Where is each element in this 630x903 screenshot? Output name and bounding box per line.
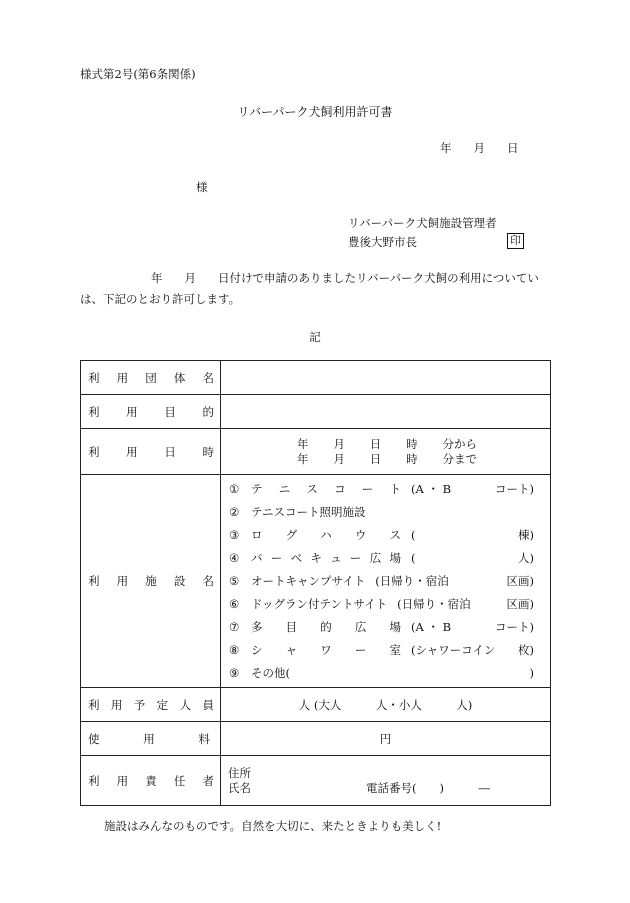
- datetime-unit: 月: [333, 436, 345, 451]
- label-char: 利: [88, 773, 100, 788]
- day-label: 日: [507, 141, 519, 155]
- datetime-field[interactable]: [221, 429, 551, 475]
- facility-name: [251, 619, 401, 635]
- body-text: 日付けで申請のありましたリバーパーク犬飼の利用についてい: [218, 271, 539, 285]
- facility-number: ⑥: [229, 597, 240, 611]
- facility-number: ②: [229, 505, 240, 519]
- form-number: 様式第2号(第6条関係): [80, 67, 196, 81]
- facility-name-char: 的: [320, 620, 332, 634]
- body-line-1: [151, 270, 539, 286]
- row-facilities: [81, 475, 551, 688]
- facility-item[interactable]: [229, 547, 534, 570]
- facility-name-char: 室: [389, 643, 401, 657]
- facility-number: ④: [229, 551, 240, 565]
- label-char: 団: [145, 370, 157, 385]
- facility-name: [251, 527, 401, 543]
- facility-name: [251, 550, 401, 566]
- facilities-list: [221, 475, 551, 688]
- facility-detail: (日帰り・宿泊: [397, 597, 471, 611]
- row-purpose: [81, 395, 551, 429]
- facility-end: 人): [518, 551, 534, 565]
- label-fee: [88, 731, 214, 747]
- facility-name-char: 目: [285, 620, 298, 634]
- facility-item[interactable]: [229, 616, 534, 639]
- facility-item[interactable]: [229, 662, 534, 685]
- body-month: 月: [184, 271, 196, 285]
- label-people: [88, 697, 214, 713]
- facility-detail: (日帰り・宿泊: [375, 574, 449, 588]
- facility-detail: (: [411, 528, 416, 542]
- facility-name-char: 場: [389, 620, 401, 634]
- label-char: 的: [202, 404, 214, 419]
- facility-end: コート): [495, 482, 534, 496]
- facility-item[interactable]: [229, 524, 534, 547]
- label-group-name: [88, 370, 214, 386]
- facility-detail: (A ・ B: [411, 482, 452, 496]
- purpose-field[interactable]: [221, 395, 551, 429]
- label-facilities: [88, 573, 214, 589]
- row-people: [81, 688, 551, 722]
- label-char: 料: [198, 731, 210, 746]
- phone-label: 電話番号( ) ―: [366, 780, 490, 795]
- label-char: 利: [88, 370, 100, 385]
- issuer-org: リバーパーク犬飼施設管理者: [348, 216, 497, 230]
- facility-name-char: ー: [361, 482, 374, 496]
- label-char: 者: [202, 773, 214, 788]
- group-name-field[interactable]: [221, 361, 551, 395]
- label-char: 定: [156, 697, 169, 712]
- label-char: 用: [116, 370, 129, 385]
- facility-name: ドッグラン付テントサイト: [251, 597, 388, 611]
- label-char: 用: [116, 574, 129, 588]
- facility-name-char: グ: [285, 528, 298, 542]
- facility-end: コート): [495, 620, 534, 634]
- facility-end: ): [529, 666, 534, 680]
- facility-name: オートキャンプサイト: [251, 574, 366, 588]
- facility-end: 区画): [506, 597, 534, 611]
- facility-name-char: キ: [310, 551, 322, 565]
- application-table: [80, 360, 551, 806]
- seal-mark: 印: [507, 233, 524, 249]
- responsible-field[interactable]: [221, 756, 551, 806]
- facility-name: その他(: [251, 666, 290, 680]
- facility-number: ⑨: [229, 666, 240, 680]
- facility-detail: (シャワーコイン: [411, 643, 496, 657]
- label-char: 日: [164, 444, 176, 459]
- label-char: 利: [88, 697, 100, 712]
- label-char: 予: [133, 697, 146, 712]
- label-char: 用: [126, 444, 138, 459]
- facility-name-char: コ: [334, 482, 346, 496]
- label-char: 用: [143, 731, 155, 746]
- label-char: 目: [164, 404, 176, 419]
- fee-field[interactable]: 円: [221, 722, 551, 756]
- facility-number: ⑤: [229, 574, 240, 588]
- label-char: 施: [145, 574, 157, 588]
- year-label: 年: [440, 141, 452, 155]
- row-group-name: [81, 361, 551, 395]
- issuer-name: 豊後大野市長: [348, 235, 417, 249]
- facility-name: [251, 642, 401, 658]
- facility-name: テニスコート照明施設: [251, 505, 366, 519]
- datetime-unit: 年: [297, 451, 309, 466]
- datetime-unit: 月: [333, 451, 345, 466]
- facility-number: ③: [229, 528, 240, 542]
- document-title: リバーパーク犬飼利用許可書: [237, 105, 393, 119]
- label-char: 責: [145, 773, 157, 788]
- facility-name-char: ャ: [285, 643, 298, 657]
- facility-name: [251, 481, 401, 497]
- facility-name-char: ベ: [290, 551, 303, 565]
- facility-item[interactable]: [229, 639, 534, 662]
- facility-number: ⑧: [229, 643, 240, 657]
- facility-item[interactable]: [229, 570, 534, 593]
- ki-heading: 記: [309, 330, 321, 344]
- row-fee: [81, 722, 551, 756]
- facility-number: ⑦: [229, 620, 240, 634]
- datetime-from: [297, 437, 477, 452]
- label-char: 名: [202, 574, 214, 588]
- label-char: 任: [173, 773, 186, 788]
- facility-name-char: 広: [354, 620, 367, 634]
- label-purpose: [88, 404, 214, 420]
- facility-name-char: テ: [251, 482, 263, 496]
- facility-end: 区画): [506, 574, 534, 588]
- datetime-unit: 分まで: [442, 451, 477, 466]
- facility-item[interactable]: [229, 478, 534, 501]
- label-char: 用: [116, 773, 129, 788]
- label-char: 員: [202, 697, 214, 712]
- label-char: 用: [126, 404, 138, 419]
- datetime-unit: 日: [369, 436, 382, 451]
- name-label: 氏名: [228, 780, 251, 795]
- label-char: 時: [202, 444, 214, 459]
- label-char: 利: [88, 574, 100, 588]
- facility-name-char: ス: [389, 528, 401, 542]
- datetime-unit: 分から: [442, 436, 477, 451]
- addressee-suffix: 様: [196, 180, 208, 194]
- month-label: 月: [473, 141, 485, 155]
- datetime-to: [297, 452, 477, 467]
- label-datetime: [88, 444, 214, 460]
- label-char: 用: [110, 697, 123, 712]
- facility-item[interactable]: [229, 593, 534, 616]
- facility-name-char: ハ: [320, 528, 332, 542]
- facility-name-char: ニ: [278, 482, 291, 496]
- datetime-unit: 日: [369, 451, 382, 466]
- facility-name-char: ー: [270, 551, 283, 565]
- issue-date: [440, 140, 519, 156]
- footer-note: 施設はみんなのものです。自然を大切に、来たときよりも美しく!: [104, 819, 442, 833]
- facility-name-char: シ: [251, 643, 263, 657]
- facility-name-char: 場: [389, 551, 401, 565]
- facility-name-char: 多: [251, 620, 263, 634]
- datetime-unit: 時: [406, 451, 418, 466]
- facility-name-char: ュ: [330, 551, 342, 565]
- facility-item[interactable]: [229, 501, 534, 524]
- address-label: 住所: [228, 765, 251, 780]
- facility-end: 棟): [518, 528, 534, 542]
- row-responsible: [81, 756, 551, 806]
- row-datetime: [81, 429, 551, 475]
- label-char: 人: [179, 697, 192, 712]
- facility-detail: (: [411, 551, 416, 565]
- facility-name-char: ー: [354, 643, 367, 657]
- facility-name-char: ウ: [354, 528, 367, 542]
- facility-name-char: 広: [369, 551, 382, 565]
- facility-name-char: ロ: [251, 528, 263, 542]
- facility-name-char: ー: [349, 551, 362, 565]
- facility-number: ①: [229, 482, 240, 496]
- facility-name-char: ト: [389, 482, 401, 496]
- facility-name-char: ワ: [320, 643, 332, 657]
- label-char: 利: [88, 444, 100, 459]
- label-char: 使: [88, 731, 100, 746]
- body-year: 年: [151, 271, 163, 285]
- body-line-2: は、下記のとおり許可します。: [80, 292, 241, 306]
- label-char: 設: [173, 574, 186, 588]
- people-field[interactable]: 人 (大人 人・小人 人): [221, 688, 551, 722]
- label-char: 名: [202, 370, 214, 385]
- facility-name-char: ス: [306, 482, 318, 496]
- datetime-unit: 年: [297, 436, 309, 451]
- label-responsible: [88, 773, 214, 789]
- label-char: 利: [88, 404, 100, 419]
- label-char: 体: [173, 370, 186, 385]
- facility-name-char: バ: [251, 551, 263, 565]
- datetime-unit: 時: [406, 436, 418, 451]
- facility-end: 枚): [518, 643, 534, 657]
- facility-detail: (A ・ B: [411, 620, 452, 634]
